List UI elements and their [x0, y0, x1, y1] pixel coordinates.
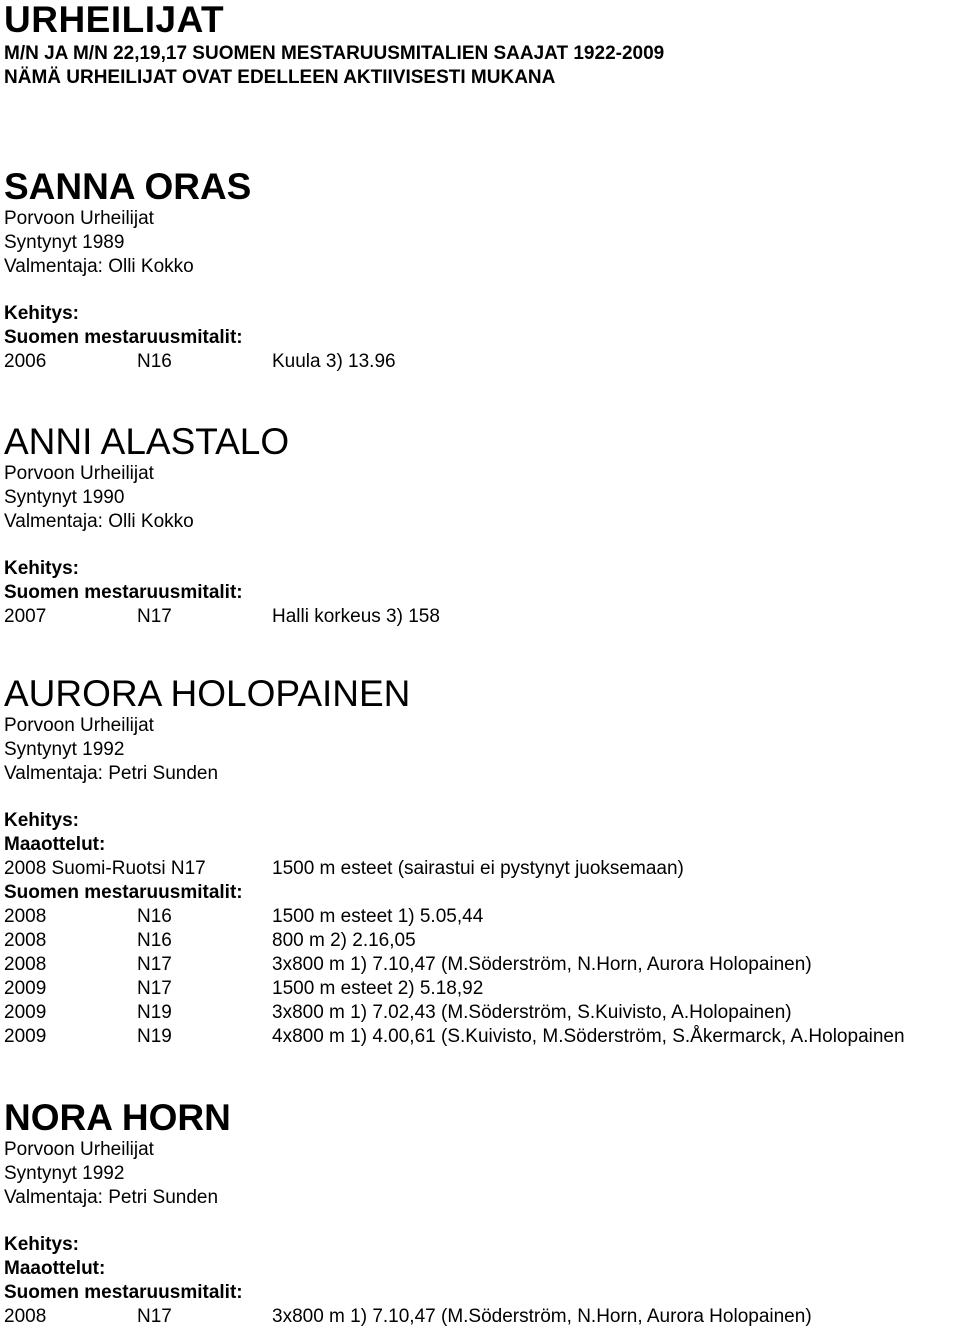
- medal-class: N19: [137, 1026, 172, 1047]
- medal-class: N17: [137, 978, 172, 999]
- medal-row: [4, 953, 960, 977]
- athlete-born: Syntynyt 1989: [4, 232, 125, 253]
- internationals-label: Maaottelut:: [4, 834, 106, 855]
- medal-result: 1500 m esteet 2) 5.18,92: [272, 978, 484, 999]
- athlete-coach: Valmentaja: Olli Kokko: [4, 511, 194, 532]
- medal-class: N17: [137, 954, 172, 975]
- international-event: 1500 m esteet (sairastui ei pystynyt juoksemaan): [272, 858, 684, 879]
- medal-year: 2007: [4, 606, 47, 627]
- medal-result: 3x800 m 1) 7.10,47 (M.Söderström, N.Horn, Aurora Holopainen): [272, 954, 812, 975]
- page-title: URHEILIJAT: [4, 0, 225, 40]
- athlete-name: ANNI ALASTALO: [4, 421, 290, 462]
- athlete-name: AURORA HOLOPAINEN: [4, 673, 411, 714]
- athlete-club: Porvoon Urheilijat: [4, 208, 154, 229]
- athlete-born: Syntynyt 1992: [4, 1163, 125, 1184]
- athlete-coach: Valmentaja: Petri Sunden: [4, 763, 219, 784]
- development-label: Kehitys:: [4, 1234, 79, 1255]
- development-label: Kehitys:: [4, 303, 79, 324]
- athlete-club: Porvoon Urheilijat: [4, 1139, 154, 1160]
- medals-label: Suomen mestaruusmitalit:: [4, 327, 243, 348]
- medal-class: N17: [137, 1306, 172, 1327]
- medal-result: 3x800 m 1) 7.10,47 (M.Söderström, N.Horn, Aurora Holopainen): [272, 1306, 812, 1327]
- development-label: Kehitys:: [4, 810, 79, 831]
- development-label: Kehitys:: [4, 558, 79, 579]
- medal-result: 800 m 2) 2.16,05: [272, 930, 416, 951]
- international-match: 2008 Suomi-Ruotsi N17: [4, 858, 206, 879]
- medal-year: 2009: [4, 978, 47, 999]
- medal-row: [4, 350, 960, 374]
- medal-year: 2008: [4, 930, 47, 951]
- medal-year: 2006: [4, 351, 47, 372]
- medal-year: 2008: [4, 954, 47, 975]
- athlete-nora-horn: [4, 1098, 960, 1329]
- internationals-label: Maaottelut:: [4, 1258, 106, 1279]
- athlete-club: Porvoon Urheilijat: [4, 715, 154, 736]
- medal-row: [4, 1025, 960, 1049]
- athlete-club: Porvoon Urheilijat: [4, 463, 154, 484]
- page-subtitle-active: NÄMÄ URHEILIJAT OVAT EDELLEEN AKTIIVISESTI MUKANA: [4, 67, 556, 88]
- medals-label: Suomen mestaruusmitalit:: [4, 582, 243, 603]
- athlete-aurora-holopainen: [4, 674, 960, 1049]
- medal-year: 2008: [4, 906, 47, 927]
- international-row: [4, 857, 960, 881]
- athlete-anni-alastalo: [4, 422, 960, 629]
- athlete-born: Syntynyt 1992: [4, 739, 125, 760]
- athlete-name: NORA HORN: [4, 1097, 231, 1138]
- medal-result: 3x800 m 1) 7.02,43 (M.Söderström, S.Kuivisto, A.Holopainen): [272, 1002, 792, 1023]
- medal-row: [4, 905, 960, 929]
- medal-row: [4, 929, 960, 953]
- athlete-name: SANNA ORAS: [4, 166, 252, 207]
- athlete-coach: Valmentaja: Petri Sunden: [4, 1187, 219, 1208]
- medal-row: [4, 1305, 960, 1329]
- medal-result: Kuula 3) 13.96: [272, 351, 396, 372]
- medal-class: N16: [137, 351, 172, 372]
- medal-row: [4, 1001, 960, 1025]
- medal-year: 2008: [4, 1306, 47, 1327]
- athlete-sanna-oras: [4, 167, 960, 374]
- medals-label: Suomen mestaruusmitalit:: [4, 882, 243, 903]
- medal-class: N19: [137, 1002, 172, 1023]
- medals-label: Suomen mestaruusmitalit:: [4, 1282, 243, 1303]
- medal-result: Halli korkeus 3) 158: [272, 606, 440, 627]
- medal-result: 1500 m esteet 1) 5.05,44: [272, 906, 484, 927]
- athlete-coach: Valmentaja: Olli Kokko: [4, 256, 194, 277]
- medal-result: 4x800 m 1) 4.00,61 (S.Kuivisto, M.Söderström, S.Åkermarck, A.Holopainen: [272, 1026, 905, 1047]
- medal-row: [4, 977, 960, 1001]
- athlete-born: Syntynyt 1990: [4, 487, 125, 508]
- medal-year: 2009: [4, 1002, 47, 1023]
- medal-class: N16: [137, 930, 172, 951]
- medal-class: N17: [137, 606, 172, 627]
- medal-year: 2009: [4, 1026, 47, 1047]
- medal-row: [4, 605, 960, 629]
- medal-class: N16: [137, 906, 172, 927]
- page-subtitle-medals: M/N JA M/N 22,19,17 SUOMEN MESTARUUSMITALIEN SAAJAT 1922-2009: [4, 43, 665, 64]
